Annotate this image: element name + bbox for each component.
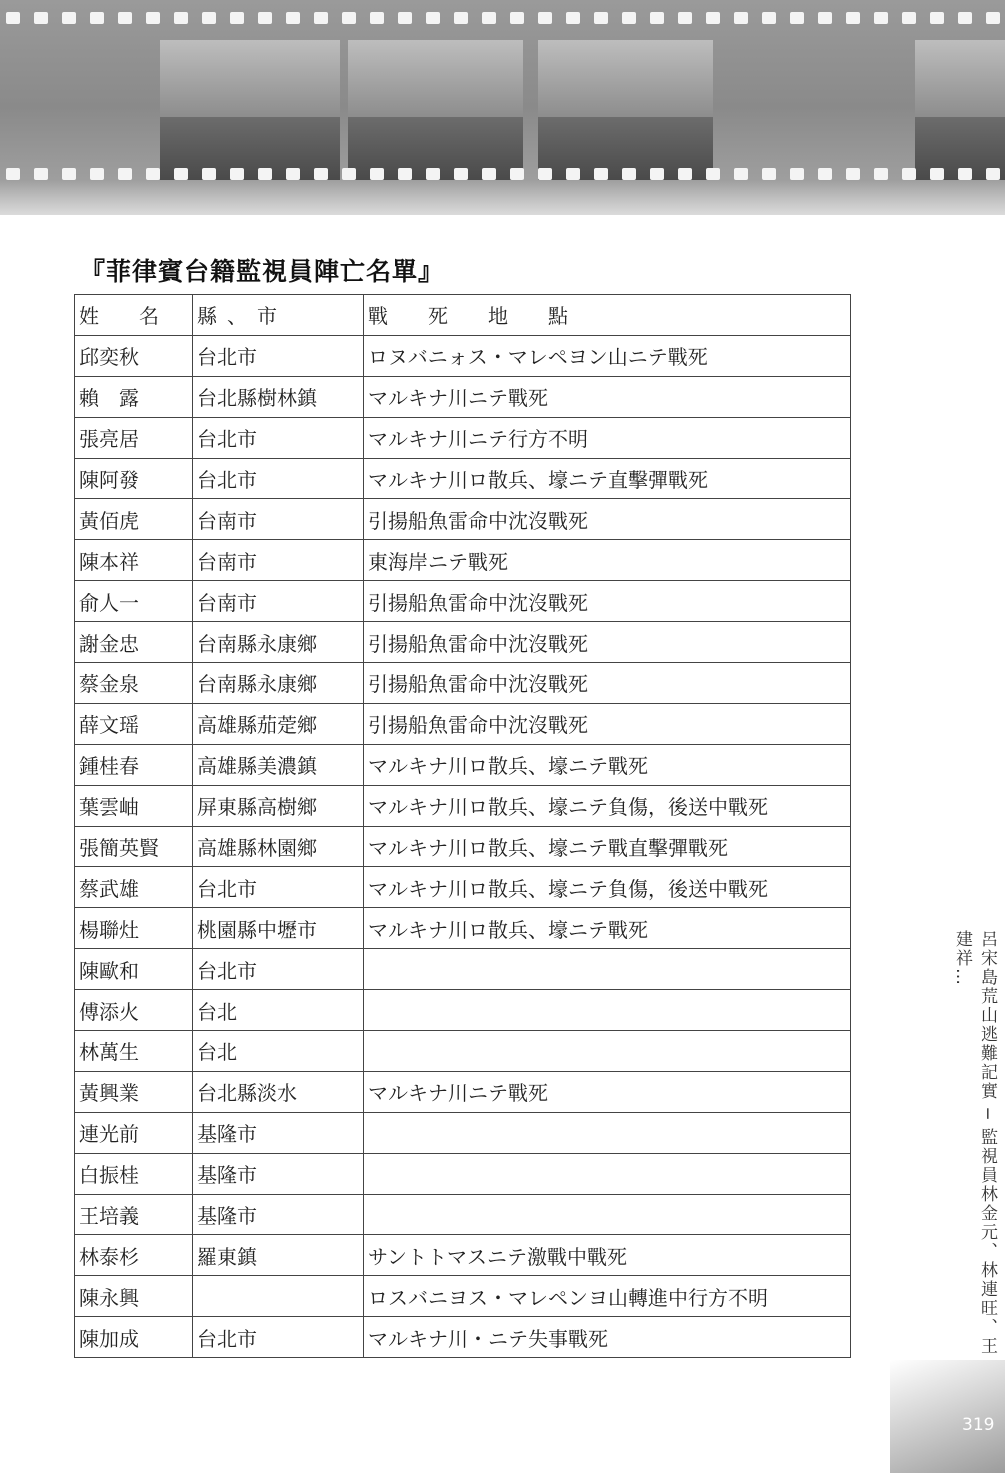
sprocket-hole bbox=[566, 168, 580, 180]
table-row bbox=[75, 1194, 851, 1235]
cell-county-city: 台北市 bbox=[193, 417, 364, 458]
table-row bbox=[75, 785, 851, 826]
sprocket-hole bbox=[258, 168, 272, 180]
sprocket-hole bbox=[650, 168, 664, 180]
casualty-table bbox=[74, 294, 851, 1358]
cell-name: 林萬生 bbox=[75, 1031, 193, 1072]
sprocket-hole bbox=[398, 168, 412, 180]
cell-death-location bbox=[364, 949, 851, 990]
sprocket-hole bbox=[734, 12, 748, 24]
cell-death-location bbox=[364, 1194, 851, 1235]
sprocket-hole bbox=[846, 12, 860, 24]
table-row bbox=[75, 335, 851, 376]
cell-name: 林泰杉 bbox=[75, 1235, 193, 1276]
sprocket-hole bbox=[118, 168, 132, 180]
photo-frame bbox=[160, 40, 340, 180]
cell-name: 張亮居 bbox=[75, 417, 193, 458]
sprocket-hole bbox=[902, 168, 916, 180]
photo-frame bbox=[538, 40, 713, 180]
table-row bbox=[75, 1153, 851, 1194]
table-row bbox=[75, 499, 851, 540]
cell-county-city: 台北縣樹林鎮 bbox=[193, 376, 364, 417]
sprocket-hole bbox=[62, 168, 76, 180]
sprocket-hole bbox=[874, 12, 888, 24]
cell-county-city: 台南市 bbox=[193, 499, 364, 540]
sprocket-hole bbox=[594, 168, 608, 180]
cell-death-location: サントトマスニテ激戰中戰死 bbox=[364, 1235, 851, 1276]
cell-death-location: マルキナ川ニテ戰死 bbox=[364, 1071, 851, 1112]
sprocket-hole bbox=[510, 12, 524, 24]
sprocket-hole bbox=[538, 12, 552, 24]
cell-county-city: 台南縣永康鄉 bbox=[193, 622, 364, 663]
sprocket-hole bbox=[762, 12, 776, 24]
cell-county-city: 基隆市 bbox=[193, 1194, 364, 1235]
cell-name: 陳阿發 bbox=[75, 458, 193, 499]
header-death-location: 戰 死 地 點 bbox=[364, 295, 851, 336]
sprocket-hole bbox=[174, 12, 188, 24]
cell-name: 黃佰虎 bbox=[75, 499, 193, 540]
photo-frame bbox=[348, 40, 523, 180]
sprocket-hole bbox=[230, 168, 244, 180]
sprocket-hole bbox=[90, 12, 104, 24]
cell-county-city: 高雄縣美濃鎮 bbox=[193, 744, 364, 785]
page-number: 319 bbox=[962, 1415, 995, 1435]
table-row bbox=[75, 867, 851, 908]
cell-county-city: 基隆市 bbox=[193, 1112, 364, 1153]
page-title: 『菲律賓台籍監視員陣亡名單』 bbox=[80, 257, 445, 286]
cell-county-city: 台南市 bbox=[193, 581, 364, 622]
cell-county-city: 桃園縣中壢市 bbox=[193, 908, 364, 949]
cell-county-city: 台北市 bbox=[193, 458, 364, 499]
table-row bbox=[75, 540, 851, 581]
cell-death-location: 引揚船魚雷命中沈沒戰死 bbox=[364, 581, 851, 622]
sprocket-hole bbox=[706, 12, 720, 24]
sprocket-hole bbox=[762, 168, 776, 180]
cell-name: 黃興業 bbox=[75, 1071, 193, 1112]
sprocket-hole bbox=[482, 168, 496, 180]
sprocket-hole bbox=[426, 12, 440, 24]
table-row bbox=[75, 744, 851, 785]
table-row bbox=[75, 826, 851, 867]
table-row bbox=[75, 417, 851, 458]
sprocket-hole bbox=[258, 12, 272, 24]
sprocket-hole bbox=[930, 12, 944, 24]
sprocket-hole bbox=[846, 168, 860, 180]
sprocket-hole bbox=[230, 12, 244, 24]
cell-county-city: 羅東鎮 bbox=[193, 1235, 364, 1276]
sprocket-hole bbox=[370, 168, 384, 180]
cell-name: 邱奕秋 bbox=[75, 335, 193, 376]
cell-county-city: 高雄縣茄萣鄉 bbox=[193, 703, 364, 744]
cell-death-location: ロスバニヨス・マレペンヨ山轉進中行方不明 bbox=[364, 1276, 851, 1317]
photo-frame bbox=[915, 40, 1005, 180]
sprocket-hole bbox=[146, 12, 160, 24]
table-row bbox=[75, 1276, 851, 1317]
table-row bbox=[75, 908, 851, 949]
cell-name: 張簡英賢 bbox=[75, 826, 193, 867]
sprocket-hole bbox=[818, 168, 832, 180]
cell-name: 鍾桂春 bbox=[75, 744, 193, 785]
sprocket-hole bbox=[510, 168, 524, 180]
sprocket-hole bbox=[790, 168, 804, 180]
sprocket-hole bbox=[202, 12, 216, 24]
cell-death-location: マルキナ川ニテ行方不明 bbox=[364, 417, 851, 458]
sprocket-hole bbox=[622, 12, 636, 24]
cell-name: 蔡金泉 bbox=[75, 663, 193, 704]
cell-county-city: 屏東縣高樹鄉 bbox=[193, 785, 364, 826]
sprocket-hole bbox=[958, 168, 972, 180]
table-row bbox=[75, 1235, 851, 1276]
sprocket-hole bbox=[6, 12, 20, 24]
cell-death-location: マルキナ川ロ散兵、壕ニテ負傷，後送中戰死 bbox=[364, 785, 851, 826]
cell-name: 葉雲岫 bbox=[75, 785, 193, 826]
sprocket-hole bbox=[650, 12, 664, 24]
sprocket-hole bbox=[426, 168, 440, 180]
cell-name: 賴 露 bbox=[75, 376, 193, 417]
sprocket-hole bbox=[314, 168, 328, 180]
cell-name: 陳加成 bbox=[75, 1317, 193, 1358]
sprocket-hole bbox=[454, 12, 468, 24]
sprocket-hole bbox=[286, 168, 300, 180]
table-row bbox=[75, 458, 851, 499]
cell-death-location bbox=[364, 990, 851, 1031]
cell-name: 謝金忠 bbox=[75, 622, 193, 663]
sprocket-hole bbox=[958, 12, 972, 24]
sprocket-hole bbox=[986, 168, 1000, 180]
sprocket-hole bbox=[678, 12, 692, 24]
sprocket-hole bbox=[6, 168, 20, 180]
sprocket-hole bbox=[342, 168, 356, 180]
sprocket-hole bbox=[594, 12, 608, 24]
table-header-row bbox=[75, 295, 851, 336]
cell-county-city: 台北 bbox=[193, 1031, 364, 1072]
cell-death-location: ロヌバニォス・マレペヨン山ニテ戰死 bbox=[364, 335, 851, 376]
cell-name: 俞人一 bbox=[75, 581, 193, 622]
sprocket-hole bbox=[706, 168, 720, 180]
table-row bbox=[75, 1317, 851, 1358]
cell-death-location: マルキナ川ロ散兵、壕ニテ戰死 bbox=[364, 908, 851, 949]
table-row bbox=[75, 949, 851, 990]
sprocket-hole bbox=[482, 12, 496, 24]
table-row bbox=[75, 1071, 851, 1112]
cell-death-location: 引揚船魚雷命中沈沒戰死 bbox=[364, 622, 851, 663]
cell-death-location: マルキナ川ロ散兵、壕ニテ負傷，後送中戰死 bbox=[364, 867, 851, 908]
cell-name: 傅添火 bbox=[75, 990, 193, 1031]
cell-name: 王培義 bbox=[75, 1194, 193, 1235]
cell-death-location bbox=[364, 1112, 851, 1153]
cell-county-city: 台北縣淡水 bbox=[193, 1071, 364, 1112]
table-row bbox=[75, 1031, 851, 1072]
cell-name: 陳歐和 bbox=[75, 949, 193, 990]
sprocket-hole bbox=[930, 168, 944, 180]
cell-name: 蔡武雄 bbox=[75, 867, 193, 908]
sprocket-hole bbox=[538, 168, 552, 180]
sprocket-hole bbox=[790, 12, 804, 24]
cell-county-city: 台南縣永康鄉 bbox=[193, 663, 364, 704]
table-row bbox=[75, 703, 851, 744]
sprocket-hole bbox=[370, 12, 384, 24]
cell-death-location: マルキナ川ロ散兵、壕ニテ戰直擊彈戰死 bbox=[364, 826, 851, 867]
cell-county-city: 台北市 bbox=[193, 867, 364, 908]
cell-death-location bbox=[364, 1153, 851, 1194]
cell-death-location: 引揚船魚雷命中沈沒戰死 bbox=[364, 499, 851, 540]
cell-name: 白振桂 bbox=[75, 1153, 193, 1194]
sprocket-hole bbox=[902, 12, 916, 24]
sprocket-hole bbox=[174, 168, 188, 180]
cell-death-location: 引揚船魚雷命中沈沒戰死 bbox=[364, 703, 851, 744]
sprocket-hole bbox=[34, 12, 48, 24]
cell-county-city: 高雄縣林園鄉 bbox=[193, 826, 364, 867]
cell-county-city: 基隆市 bbox=[193, 1153, 364, 1194]
table-row bbox=[75, 990, 851, 1031]
sprocket-hole bbox=[986, 12, 1000, 24]
cell-death-location bbox=[364, 1031, 851, 1072]
cell-name: 陳本祥 bbox=[75, 540, 193, 581]
table-row bbox=[75, 376, 851, 417]
sprocket-hole bbox=[678, 168, 692, 180]
sprocket-hole bbox=[398, 12, 412, 24]
sprocket-hole bbox=[34, 168, 48, 180]
cell-county-city bbox=[193, 1276, 364, 1317]
sprocket-hole bbox=[314, 12, 328, 24]
sprocket-hole bbox=[202, 168, 216, 180]
cell-death-location: 東海岸ニテ戰死 bbox=[364, 540, 851, 581]
sprocket-hole bbox=[342, 12, 356, 24]
cell-death-location: マルキナ川ロ散兵、壕ニテ直擊彈戰死 bbox=[364, 458, 851, 499]
sprocket-hole bbox=[62, 12, 76, 24]
cell-death-location: マルキナ川・ニテ失事戰死 bbox=[364, 1317, 851, 1358]
sprocket-hole bbox=[454, 168, 468, 180]
sprocket-hole bbox=[734, 168, 748, 180]
sprocket-hole bbox=[622, 168, 636, 180]
sprocket-hole bbox=[874, 168, 888, 180]
banner-fade bbox=[0, 180, 1005, 240]
cell-death-location: 引揚船魚雷命中沈沒戰死 bbox=[364, 663, 851, 704]
cell-death-location: マルキナ川ニテ戰死 bbox=[364, 376, 851, 417]
table-row bbox=[75, 622, 851, 663]
cell-death-location: マルキナ川ロ散兵、壕ニテ戰死 bbox=[364, 744, 851, 785]
cell-name: 陳永興 bbox=[75, 1276, 193, 1317]
table-row bbox=[75, 663, 851, 704]
cell-county-city: 台北 bbox=[193, 990, 364, 1031]
cell-county-city: 台北市 bbox=[193, 949, 364, 990]
cell-name: 楊聯灶 bbox=[75, 908, 193, 949]
sprocket-hole bbox=[118, 12, 132, 24]
running-title: 呂宋島荒山逃難記實 ─ 監視員林金元、林連旺、王建祥… bbox=[952, 930, 997, 1357]
sprocket-hole bbox=[566, 12, 580, 24]
cell-name: 薛文瑶 bbox=[75, 703, 193, 744]
cell-county-city: 台南市 bbox=[193, 540, 364, 581]
table-row bbox=[75, 1112, 851, 1153]
sprocket-hole bbox=[818, 12, 832, 24]
cell-county-city: 台北市 bbox=[193, 1317, 364, 1358]
sprocket-row-top bbox=[0, 12, 1005, 26]
table-row bbox=[75, 581, 851, 622]
sprocket-hole bbox=[90, 168, 104, 180]
cell-county-city: 台北市 bbox=[193, 335, 364, 376]
cell-name: 連光前 bbox=[75, 1112, 193, 1153]
sprocket-hole bbox=[146, 168, 160, 180]
header-county-city: 縣、市 bbox=[193, 295, 364, 336]
sprocket-hole bbox=[286, 12, 300, 24]
header-name: 姓 名 bbox=[75, 295, 193, 336]
